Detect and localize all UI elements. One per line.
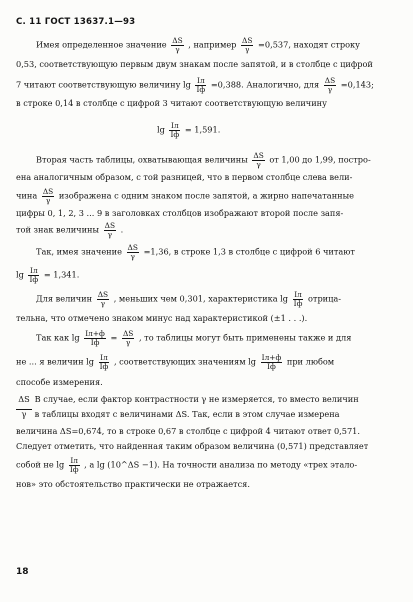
fraction: $\frac{Iл+ф}{Iф}$ — [85, 329, 105, 347]
text-line: цифры 0, 1, 2, 3 ... 9 в заголовках столбцов изображают второй после запя- — [16, 208, 344, 218]
fraction: $\frac{\Delta S}{\gamma}$ — [172, 36, 183, 54]
fraction: $\frac{\Delta S}{\gamma}$ — [127, 243, 138, 261]
fraction: $\frac{\Delta S}{\gamma}$ — [97, 290, 109, 308]
fraction: $\frac{Iл}{Iф}$ — [69, 456, 79, 474]
text-line: чина $\frac{\Delta S}{\gamma}$ изображена с одним знаком после запятой, а жирно напечатанные — [16, 187, 354, 205]
fraction: $\frac{Iл}{Iф}$ — [293, 290, 303, 308]
text-line: той знак величины $\frac{\Delta S}{\gamma}$ . — [16, 221, 124, 239]
fraction: $\frac{Iл+ф}{Iф}$ — [261, 353, 282, 371]
fraction: $\frac{\Delta S}{\gamma}$ — [122, 329, 134, 347]
fraction: $\frac{\Delta S}{\gamma}$ — [42, 187, 54, 205]
fraction: $\frac{\Delta S}{\gamma}$ — [324, 76, 336, 94]
page-header: С. 11 ГОСТ 13637.1—93 — [16, 17, 136, 27]
fraction: $\frac{Iл}{Iф}$ — [29, 266, 39, 284]
text-line: в строке 0,14 в столбце с цифрой 3 читают соответствующую величину — [16, 98, 327, 108]
text-line: γ в таблицы входят с величинами ΔS. Так, если в этом случае измерена — [16, 409, 340, 419]
text-line: величина ΔS=0,674, то в строке 0,67 в столбце с цифрой 4 читают ответ 0,571. — [16, 426, 360, 436]
text-line: Так, имея значение $\frac{\Delta S}{\gamma}$ =1,36, в строке 1,3 в столбце с цифрой 6 читают — [36, 243, 355, 261]
fraction: $\frac{\Delta S}{\gamma}$ — [104, 221, 116, 239]
text-line: ΔS В случае, если фактор контрастности γ не измеряется, то вместо величин — [18, 394, 359, 404]
fraction: $\frac{Iл}{Iф}$ — [196, 76, 206, 94]
fraction: $\frac{Iл}{Iф}$ — [170, 121, 180, 139]
text-line: Имея определенное значение $\frac{\Delta S}{\gamma}$ , например $\frac{\Delta S}{\gamma}$ =0,537, находят строку — [36, 36, 360, 54]
text-line: тельна, что отмечено знаком минус над характеристикой (±1 . . .). — [16, 313, 308, 323]
formula-line: lg $\frac{Iл}{Iф}$ = 1,341. — [16, 266, 80, 284]
fraction: $\frac{\Delta S}{\gamma}$ — [242, 36, 253, 54]
text-line: не ... я величин lg $\frac{Iл}{Iф}$ , соответствующих значениям lg $\frac{Iл+ф}{Iф}$ при любом — [16, 353, 335, 371]
text-line: ена аналогичным образом, с той разницей, что в первом столбце слева вели- — [16, 172, 353, 182]
text-line: Для величин $\frac{\Delta S}{\gamma}$ , меньших чем 0,301, характеристика lg $\frac{Iл}{Iф}$ отрица- — [36, 290, 342, 308]
text-line: Следует отметить, что найденная таким образом величина (0,571) представляет — [16, 441, 369, 451]
text-line: Вторая часть таблицы, охватывающая величины $\frac{\Delta S}{\gamma}$ от 1,00 до 1,99, постро- — [36, 151, 371, 169]
text-line: способе измерения. — [16, 377, 103, 387]
text-line: собой не lg $\frac{Iл}{Iф}$ , а lg (10^ΔS −1). На точности анализа по методу «трех этало- — [16, 456, 358, 474]
fraction: $\frac{\Delta S}{\gamma}$ — [253, 151, 264, 169]
text-line: 7 читают соответствующую величину lg $\frac{Iл}{Iф}$ =0,388. Аналогично, для $\frac{\Delta S}{\gamma}$ =0,143; — [16, 76, 374, 94]
text-line: нов» это обстоятельство практически не отражается. — [16, 479, 250, 489]
text-line: Так как lg $\frac{Iл+ф}{Iф}$ = $\frac{\Delta S}{\gamma}$ , то таблицы могут быть применены также и для — [36, 329, 352, 347]
page-number: 18 — [16, 567, 29, 577]
formula-line: lg $\frac{Iл}{Iф}$ = 1,591. — [157, 121, 221, 139]
text-line: 0,53, соответствующую первым двум знакам после запятой, и в столбце с цифрой — [16, 59, 373, 69]
fraction: $\frac{Iл}{Iф}$ — [99, 353, 109, 371]
